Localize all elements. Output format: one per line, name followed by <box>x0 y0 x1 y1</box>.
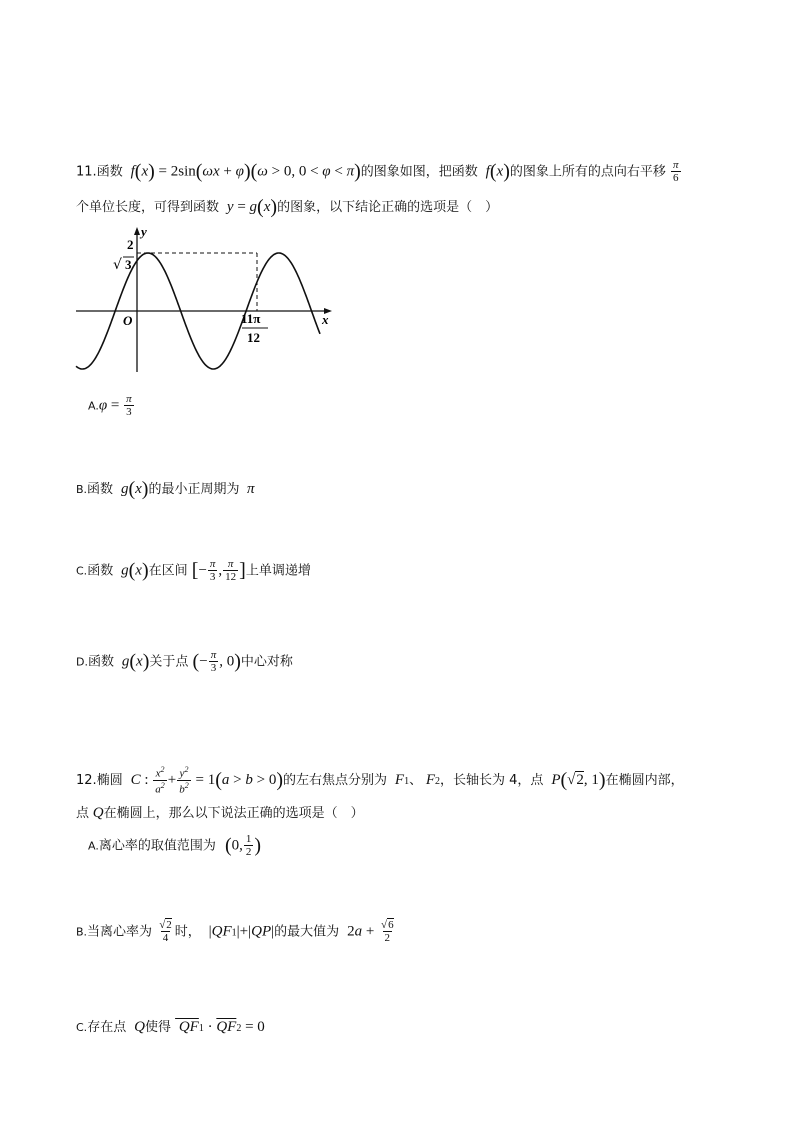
label-2: 2 <box>127 237 134 252</box>
label-12: 12 <box>247 330 260 345</box>
q12-option-b[interactable]: B.当离心率为 $\frac{√2}{4}$ 时， |QF1|+|QP|的最大值为 2a + $\frac{√6}{2}$ <box>76 919 394 944</box>
q11-option-d[interactable]: D.函数 g(x)关于点 (− $\frac{\pi}{3}$ , 0)中心对称 <box>76 649 293 674</box>
q11-shift-fraction: $\frac{\pi}{6}$ <box>673 159 679 184</box>
q12-option-c[interactable]: C.存在点 Q使得 $QF1 \cdot \overline{QF}2 = 0$ <box>76 1019 265 1035</box>
q11-option-a[interactable]: A.φ = $\frac{\pi}{3}$ <box>88 393 132 418</box>
label-sqrt3: 3 <box>125 257 132 272</box>
q11-formula-f: f <box>126 163 135 180</box>
option-b-label: B. <box>76 483 88 496</box>
x-axis-label: x <box>322 312 329 327</box>
origin-label: O <box>123 313 133 328</box>
q11-number: 11. <box>76 164 97 180</box>
q11-line2-b: 的图象，以下结论正确的选项是（ ） <box>277 200 499 215</box>
q11-option-c[interactable]: C.函数 g(x)在区间 [− $\frac{\pi}{3}$ , $\frac{\pi}{12}$ ]上单调递增 <box>76 558 311 583</box>
q11-line2-a: 个单位长度，可得到函数 <box>76 200 220 215</box>
q12-number: 12. <box>76 773 97 789</box>
q11-option-b[interactable]: B.函数 g(x)的最小正周期为 π <box>76 478 255 500</box>
option-c-label: C. <box>76 564 88 578</box>
q11-mid2: 的图象上所有的点向右平移 <box>509 164 666 180</box>
q12-stem-line2: 点 Q在椭圆上，那么以下说法正确的选项是（ ） <box>76 805 364 821</box>
q11-graph <box>70 222 340 380</box>
sqrt-sign: √ <box>113 257 122 273</box>
y-axis-label: y <box>141 224 147 239</box>
q11-mid1: 的图象如图，把函数 <box>360 164 478 180</box>
q12-option-a[interactable]: A.离心率的取值范围为 (0, $\frac{1}{2}$ ) <box>88 833 262 858</box>
q11-lead: 函数 <box>96 164 123 180</box>
q11-stem-line2: 个单位长度，可得到函数 y = g(x)的图象，以下结论正确的选项是（ ） <box>76 196 499 218</box>
option-d-label: D. <box>76 655 88 669</box>
q11-stem-line1: 11.函数 f(x) = 2sin(ωx + φ)(ω > 0, 0 < φ < π)的图象如图，把函数 f(x)的图象上所有的点向右平移 $\frac{\pi}{6}$ <box>76 159 679 184</box>
option-a-label: A. <box>88 399 99 413</box>
q12-stem-line1: 12.椭圆 C : $\frac{x^2}{a^2}$ + $\frac{y^2}{b^2}$ = 1(a > b > 0)的左右焦点分别为 F1、 F2，长轴长为 4，点 P(√2, 1)在椭圆内部， <box>76 765 684 796</box>
label-11pi: 11π <box>241 311 261 326</box>
y-axis-arrow <box>134 227 140 235</box>
